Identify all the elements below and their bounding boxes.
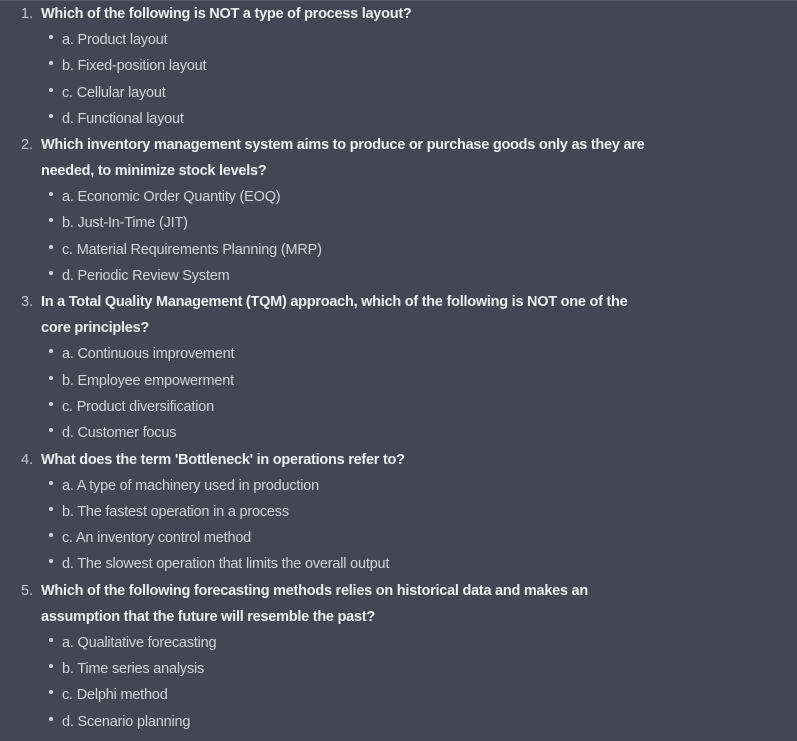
option-list: [0, 341, 797, 446]
bullet-icon: [49, 402, 53, 406]
option-item: [0, 473, 797, 499]
bullet-icon: [49, 690, 53, 694]
question-text: [41, 578, 656, 630]
bullet-icon: [49, 428, 53, 432]
question-number: 4.: [21, 451, 34, 468]
option-text: d. Functional layout: [62, 110, 184, 127]
option-text: c. Material Requirements Planning (MRP): [62, 241, 322, 258]
option-item: [0, 656, 797, 682]
question-text: [41, 132, 656, 184]
question-text: [41, 447, 656, 473]
question-number: 1.: [21, 6, 34, 22]
option-text: a. Continuous improvement: [62, 346, 235, 363]
option-text: b. Fixed-position layout: [62, 58, 207, 75]
bullet-icon: [49, 192, 53, 196]
option-text: a. Product layout: [62, 32, 168, 48]
option-item: [0, 709, 797, 735]
option-text: d. Customer focus: [62, 425, 177, 442]
bullet-icon: [49, 349, 53, 353]
option-text: c. An inventory control method: [62, 530, 252, 547]
option-text: d. Scenario planning: [62, 713, 191, 730]
bullet-icon: [49, 61, 53, 65]
option-text: c. Cellular layout: [62, 84, 166, 101]
option-text: b. Just-In-Time (JIT): [62, 215, 188, 232]
option-item: [0, 106, 797, 132]
option-text: d. The slowest operation that limits the overall output: [62, 556, 390, 573]
question-line: Which inventory management system aims to produce or purchase goods only as they are: [41, 137, 645, 154]
option-text: c. Product diversification: [62, 398, 214, 415]
option-item: [0, 27, 797, 53]
question-5: [0, 578, 797, 735]
bullet-icon: [49, 664, 53, 668]
option-list: [0, 27, 797, 132]
question-number: 2.: [21, 137, 34, 154]
option-item: [0, 53, 797, 79]
bullet-icon: [49, 507, 53, 511]
bullet-icon: [49, 218, 53, 222]
option-text: a. Qualitative forecasting: [62, 634, 217, 651]
question-2: [0, 132, 797, 289]
option-item: [0, 341, 797, 367]
option-item: [0, 630, 797, 656]
bullet-icon: [49, 114, 53, 118]
option-item: [0, 263, 797, 289]
bullet-icon: [49, 533, 53, 537]
question-line: core principles?: [41, 320, 150, 337]
option-item: [0, 525, 797, 551]
option-item: [0, 551, 797, 577]
bullet-icon: [49, 638, 53, 642]
option-item: [0, 80, 797, 106]
question-3: [0, 289, 797, 446]
question-text: [41, 1, 656, 27]
question-number: 5.: [21, 582, 34, 599]
bullet-icon: [49, 481, 53, 485]
question-4: [0, 447, 797, 578]
option-text: a. Economic Order Quantity (EOQ): [62, 189, 281, 206]
question-line: needed, to minimize stock levels?: [41, 163, 267, 180]
question-text: [41, 289, 656, 341]
question-number: 3.: [21, 294, 34, 311]
question-line: What does the term 'Bottleneck' in operations refer to?: [41, 451, 405, 468]
option-item: [0, 499, 797, 525]
option-item: [0, 184, 797, 210]
option-item: [0, 368, 797, 394]
option-list: [0, 184, 797, 289]
option-item: [0, 210, 797, 236]
option-text: c. Delphi method: [62, 687, 168, 704]
question-line: assumption that the future will resemble the past?: [41, 608, 375, 625]
option-item: [0, 237, 797, 263]
bullet-icon: [49, 35, 53, 39]
option-text: a. A type of machinery used in production: [62, 477, 319, 494]
option-item: [0, 394, 797, 420]
question-line: Which of the following is NOT a type of process layout?: [41, 6, 412, 22]
bullet-icon: [49, 271, 53, 275]
bullet-icon: [49, 376, 53, 380]
option-item: [0, 420, 797, 446]
option-text: b. The fastest operation in a process: [62, 503, 289, 520]
bullet-icon: [49, 717, 53, 721]
option-text: b. Time series analysis: [62, 661, 205, 678]
bullet-icon: [49, 559, 53, 563]
option-text: b. Employee empowerment: [62, 372, 234, 389]
option-list: [0, 630, 797, 735]
option-item: [0, 682, 797, 708]
question-line: In a Total Quality Management (TQM) approach, which of the following is NOT one of the: [41, 294, 628, 311]
bullet-icon: [49, 245, 53, 249]
question-line: Which of the following forecasting methods relies on historical data and makes an: [41, 582, 588, 599]
question-1: [0, 1, 797, 132]
option-list: [0, 473, 797, 578]
bullet-icon: [49, 88, 53, 92]
option-text: d. Periodic Review System: [62, 268, 230, 285]
